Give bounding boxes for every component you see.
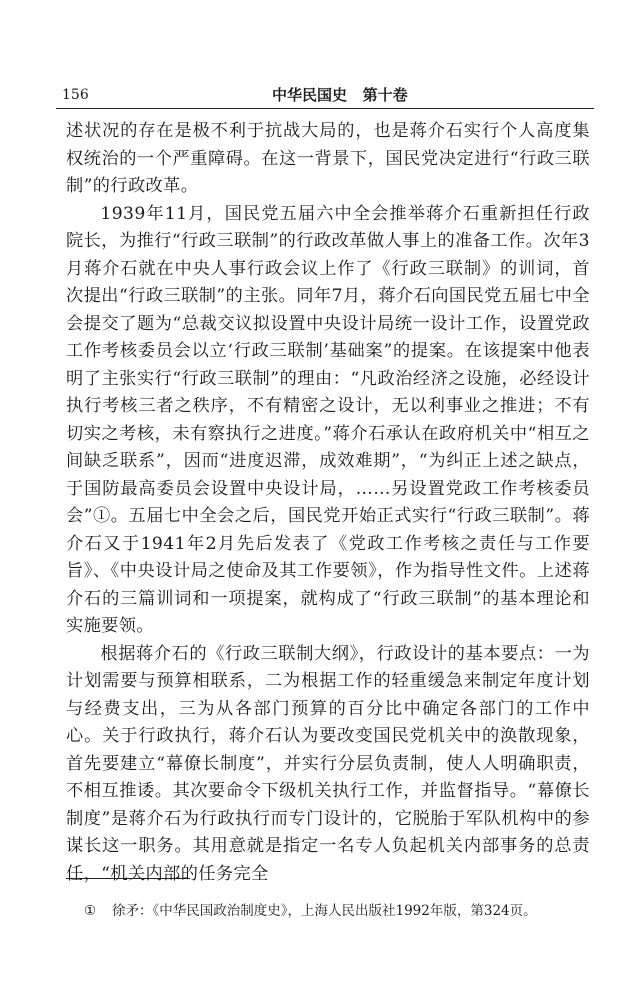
paragraph: 根据蒋介石的《行政三联制大纲》，行政设计的基本要点：一为计划需要与预算相联系，二为根据工作的轻重缓急来制定年度计划与经费支出，三为从各部门预算的百分比中确定各部门的工作中心。关于行政执行，蒋介石认为要改变国民党机关中的涣散现象，首先要建立“幕僚长制度”，并实行分层负责制，使人人明确职责，不相互推诿。其次要命令下级机关执行工作，并监督指导。“幕僚长制度”是蒋介石为行政执行而专门设计的，它脱胎于军队机构中的参谋长这一职务。其用意就是指定一名专人负起机关内部事务的总责任，“机关内部的任务完全 [66, 643, 590, 884]
page-header [62, 86, 590, 108]
page-number: 156 [62, 87, 89, 103]
footnote-divider [66, 878, 190, 879]
footnote-marker: ① [84, 903, 97, 919]
footnote-text: 徐矛：《中华民国政治制度史》，上海人民出版社1992年版，第324页。 [112, 903, 537, 919]
paragraph: 1939年11月，国民党五届六中全会推举蒋介石重新担任行政院长，为推行“行政三联制”的行政改革做人事上的准备工作。次年3月蒋介石就在中央人事行政会议上作了《行政三联制》的训词，首次提出“行政三联制”的主张。同年7月，蒋介石向国民党五届七中全会提交了题为“总裁交议拟设置中央设计局统一设计工作，设置党政工作考核委员会以立‘行政三联制’基础案”的提案。在该提案中他表明了主张实行“行政三联制”的理由：“凡政治经济之设施，必经设计执行考核三者之秩序，不有精密之设计，无以利事业之推进；不有切实之考核，未有察执行之进度。”蒋介石承认在政府机关中“相互之间缺乏联系”，因而“进度迟滞，成效难期”，“为纠正上述之缺点，于国防最高委员会设置中央设计局，……另设置党政工作考核委员会”①。五届七中全会之后，国民党开始正式实行“行政三联制”。蒋介石又于1941年2月先后发表了《党政工作考核之责任与工作要旨》、《中央设计局之使命及其工作要领》，作为指导性文件。上述蒋介石的三篇训词和一项提案，就构成了“行政三联制”的基本理论和实施要领。 [66, 203, 590, 636]
footnote [84, 902, 594, 920]
header-divider [56, 108, 594, 109]
body-text [66, 118, 590, 888]
paragraph-continued: 述状况的存在是极不利于抗战大局的，也是蒋介石实行个人高度集权统治的一个严重障碍。在这一背景下，国民党决定进行“行政三联制”的行政改革。 [66, 121, 590, 196]
running-title: 中华民国史 第十卷 [272, 86, 408, 104]
